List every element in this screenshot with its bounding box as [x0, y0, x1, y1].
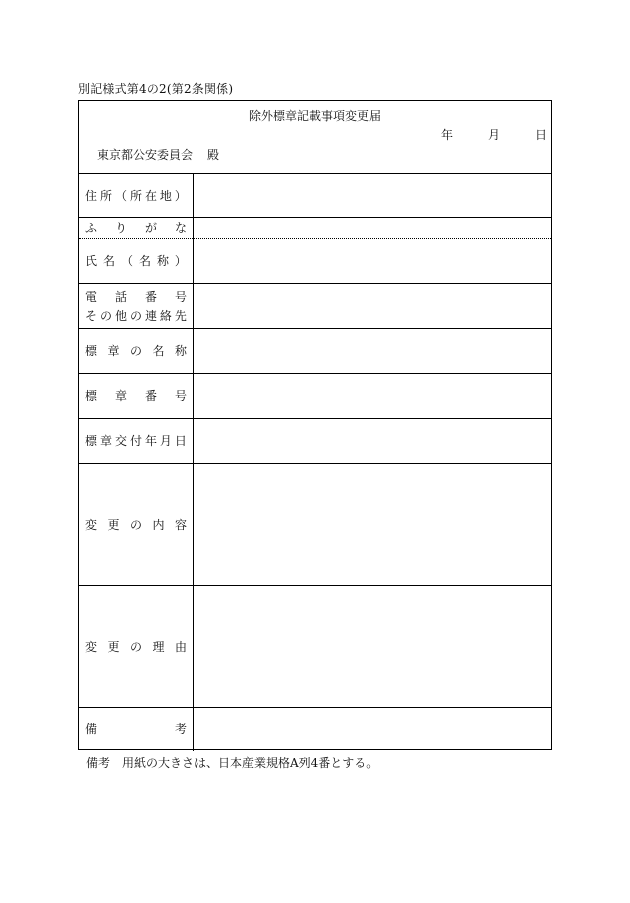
- label-line: 標 章 の 名 称: [85, 344, 187, 358]
- addressee-suffix: 殿: [207, 148, 220, 162]
- row-furigana: [79, 217, 551, 239]
- change-notification-form: [78, 100, 552, 750]
- row-address: [79, 173, 551, 218]
- row-value-address[interactable]: [195, 174, 551, 218]
- label-line: 標 章 番 号: [85, 389, 187, 403]
- date-month: 月: [488, 128, 501, 142]
- row-label-change-reason: [79, 586, 194, 708]
- row-mark-number: [79, 373, 551, 419]
- row-label-mark-issue-date: [79, 419, 194, 464]
- label-line: 変 更 の 内 容: [85, 517, 187, 532]
- label-line: ふ り が な: [85, 221, 187, 235]
- row-label-furigana: [79, 218, 194, 239]
- row-label-remarks: [79, 708, 194, 751]
- date-day: 日: [535, 128, 548, 142]
- row-value-change-reason[interactable]: [195, 586, 551, 708]
- row-label-address: [79, 174, 194, 218]
- row-name: [79, 238, 551, 284]
- row-value-furigana[interactable]: [195, 218, 551, 239]
- row-value-remarks[interactable]: [195, 708, 551, 751]
- row-label-mark-name: [79, 329, 194, 374]
- row-remarks: [79, 707, 551, 751]
- row-value-change-content[interactable]: [195, 464, 551, 586]
- row-value-mark-number[interactable]: [195, 374, 551, 419]
- row-mark-issue-date: [79, 418, 551, 464]
- label-line: 変 更 の 理 由: [85, 639, 187, 654]
- row-value-name[interactable]: [195, 239, 551, 284]
- row-label-phone-contact: [79, 284, 194, 329]
- row-label-change-content: [79, 464, 194, 586]
- row-value-mark-name[interactable]: [195, 329, 551, 374]
- footnote: 備考 用紙の大きさは、日本産業規格A列4番とする。: [86, 756, 379, 770]
- label-line: 電 話 番 号: [85, 289, 187, 304]
- label-line: 住 所 （ 所 在 地 ）: [85, 188, 187, 203]
- row-change-reason: [79, 585, 551, 708]
- row-mark-name: [79, 328, 551, 374]
- row-label-name: [79, 239, 194, 284]
- form-title: 除外標章記載事項変更届: [248, 109, 381, 123]
- row-value-phone-contact[interactable]: [195, 284, 551, 329]
- addressee: [97, 146, 219, 163]
- row-label-mark-number: [79, 374, 194, 419]
- row-change-content: [79, 463, 551, 586]
- label-line: そ の 他 の 連 絡 先: [85, 308, 187, 323]
- addressee-name: 東京都公安委員会: [97, 148, 194, 162]
- date-year: 年: [441, 128, 454, 142]
- label-line: 備 考: [85, 722, 187, 736]
- row-phone-contact: [79, 283, 551, 329]
- row-value-mark-issue-date[interactable]: [195, 419, 551, 464]
- label-line: 氏 名 （ 名 称 ）: [85, 254, 187, 268]
- label-line: 標 章 交 付 年 月 日: [85, 434, 187, 448]
- form-caption: 別記様式第4の2(第2条関係): [78, 82, 234, 96]
